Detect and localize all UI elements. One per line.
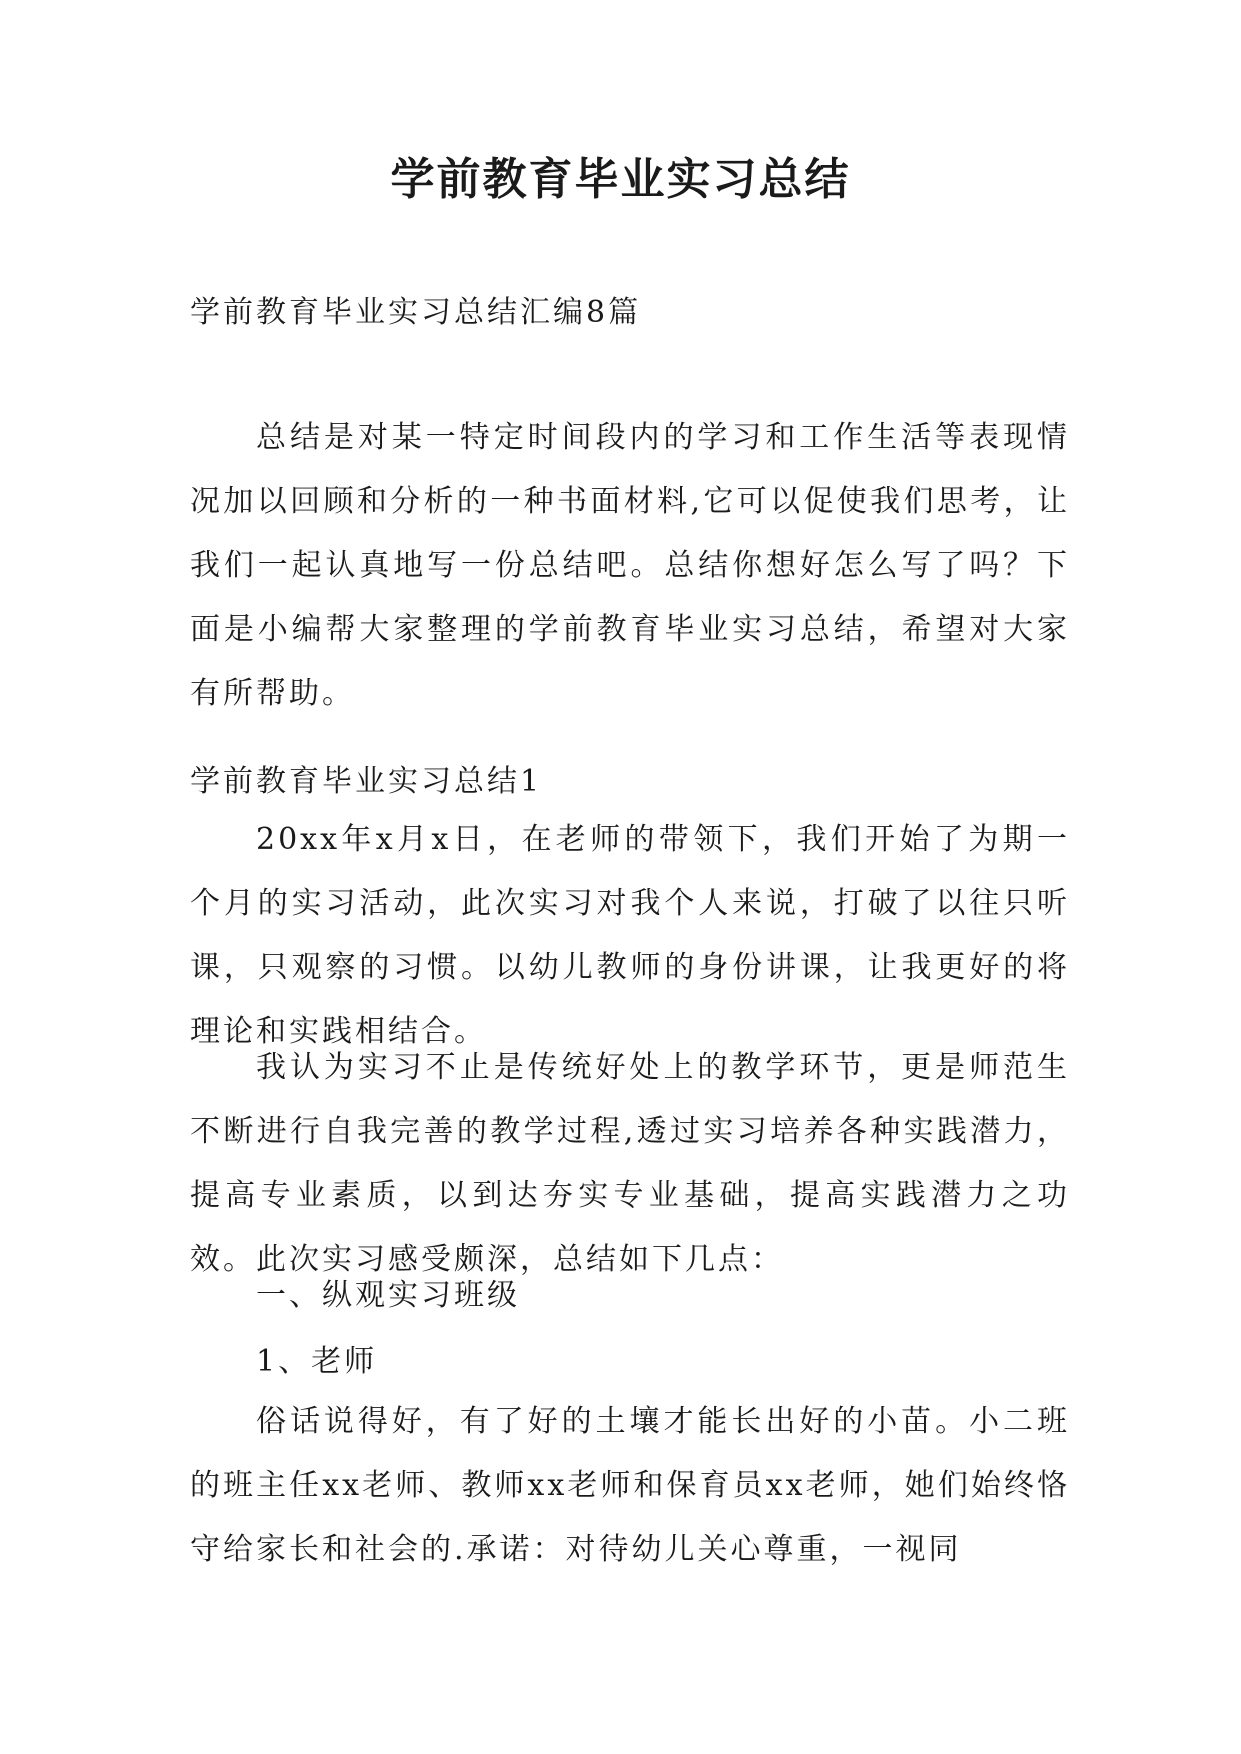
document-subtitle: 学前教育毕业实习总结汇编8篇 [190,295,642,330]
document-title: 学前教育毕业实习总结 [390,154,851,205]
intro-paragraph: 总结是对某一特定时间段内的学习和工作生活等表现情况加以回顾和分析的一种书面材料,它可以促使我们思考，让我们一起认真地写一份总结吧。总结你想好怎么写了吗？下面是小编帮大家整理的学前教育毕业实习总结，希望对大家有所帮助。 [190,420,1070,711]
body-paragraph: 俗话说得好，有了好的土壤才能长出好的小苗。小二班的班主任xx老师、教师xx老师和保育员xx老师，她们始终恪守给家长和社会的.承诺：对待幼儿关心尊重，一视同 [190,1404,1070,1567]
section-heading: 学前教育毕业实习总结1 [190,764,543,799]
body-paragraph: 我认为实习不止是传统好处上的教学环节，更是师范生不断进行自我完善的教学过程,透过实习培养各种实践潜力，提高专业素质，以到达夯实专业基础，提高实践潜力之功效。此次实习感受颇深，总结如下几点： [190,1050,1070,1277]
point-heading: 一、纵观实习班级 [256,1278,520,1313]
point-subheading: 1、老师 [256,1344,378,1379]
body-paragraph: 20xx年x月x日，在老师的带领下，我们开始了为期一个月的实习活动，此次实习对我个人来说，打破了以往只听课，只观察的习惯。以幼儿教师的身份讲课，让我更好的将理论和实践相结合。 [190,822,1070,1049]
